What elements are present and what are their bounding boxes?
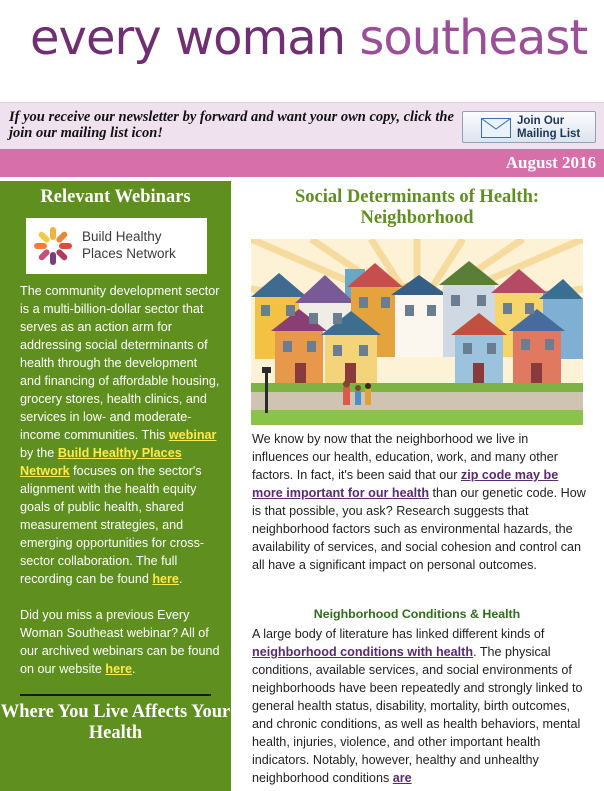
archive-here-link[interactable]: here (105, 662, 133, 676)
sidebar-title-2: Where You Live Affects Your Health (0, 702, 231, 743)
recording-here-link[interactable]: here (152, 572, 179, 586)
article-subheading: Neighborhood Conditions & Health (313, 607, 521, 621)
sidebar-paragraph-1: The community development sector is a multi-billion-dollar sector that serves as an action arm for addressing social determinants of health through the development and financing of affordable housing, grocery stores, health clinics, and services in low- and moderate-income communities. This webinar by the Build Healthy Places Network focuses on the sector's alignment with the health equity goals of public health, shared measurement strategies, and emerging opportunities for cross-sector collaboration. The full recording can be found here. (20, 284, 220, 586)
neighborhood-conditions-link[interactable]: neighborhood conditions with health (252, 645, 474, 659)
neighborhood-illustration (251, 239, 583, 425)
newsletter-logo (30, 10, 587, 66)
zip-code-link[interactable]: zip code may be more important for our health (252, 468, 559, 500)
sidebar-paragraph-2: Did you miss a previous Every Woman Southeast webinar? All of our archived webinars can be found on our website here. (20, 608, 220, 676)
build-healthy-places-link[interactable]: Build Healthy Places Network (20, 446, 182, 478)
join-mailing-list-button[interactable] (462, 111, 596, 143)
sidebar-text (20, 282, 220, 678)
article-title: Social Determinants of Health: Neighborhood (294, 187, 540, 228)
article-paragraph-2: A large body of literature has linked different kinds of neighborhood conditions with health. The physical conditions, available services, and social environments of neighborhoods have been repeatedly and strongly linked to general health status, disability, mortality, birth outcomes, and chronic conditions, as well as health behaviors, mental health, injuries, violence, and other important health indicators. Notably, however, healthy and unhealthy neighborhood conditions are (252, 627, 583, 785)
masthead (0, 0, 604, 102)
envelope-icon (481, 118, 511, 138)
date-band (0, 149, 604, 177)
sidebar-title: Relevant Webinars (40, 187, 191, 207)
main-article (250, 181, 602, 791)
starburst-logo-icon (31, 225, 75, 267)
logo-word-southeast: southeast (359, 10, 588, 66)
sidebar-divider (20, 694, 211, 696)
webinar-link[interactable]: webinar (168, 428, 217, 442)
subscribe-notice (0, 102, 604, 149)
content-columns (0, 181, 604, 791)
join-button-label: Join Our Mailing List (517, 115, 581, 140)
article-paragraph-1: We know by now that the neighborhood we live in influences our health, education, work, and many other factors. In fact, it's been said that our zip code may be more important for our health than our genetic code. How is that possible, you ask? Research suggests that neighborhood factors such as environmental hazards, the availability of services, and social cohesion and control can all have a significant impact on personal outcomes. (252, 432, 586, 572)
issue-date: August 2016 (505, 153, 596, 172)
partner-logo-text: Build Healthy Places Network (82, 229, 176, 261)
sidebar (0, 181, 231, 791)
logo-word-every-woman: every woman (30, 10, 346, 66)
are-link[interactable]: are (392, 771, 412, 785)
notice-text: If you receive our newsletter by forward and want your own copy, click the join our mailing list icon! (9, 109, 454, 141)
build-healthy-places-logo[interactable] (26, 218, 207, 274)
